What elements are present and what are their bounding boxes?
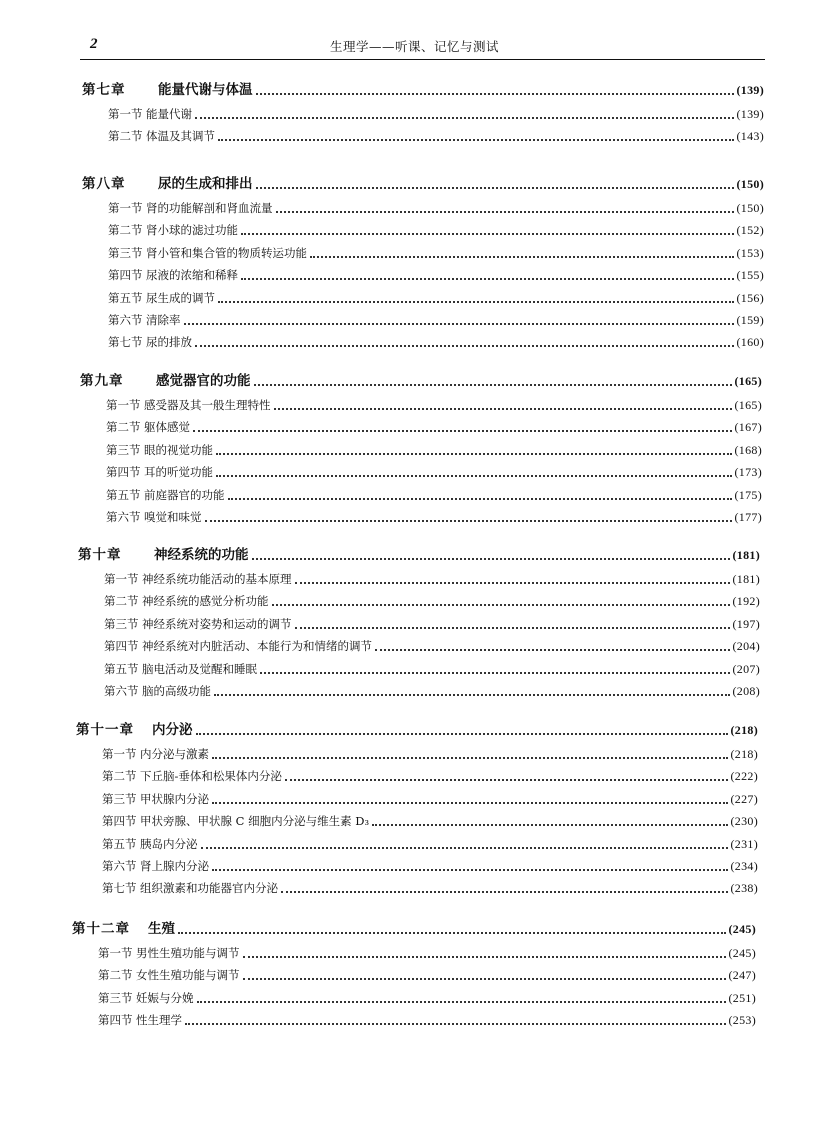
dot-leader [197,985,726,1003]
section-title: 下丘脑-垂体和松果体内分泌 [140,769,282,784]
toc-section-entry[interactable] [106,460,762,480]
toc-section-entry[interactable] [102,854,758,874]
section-title: 神经系统对姿势和运动的调节 [142,616,292,631]
section-page-number: (247) [728,968,756,983]
chapter-page-number: (245) [728,922,756,936]
section-page-number: (175) [734,487,762,502]
chapter-number: 第八章 [82,176,126,192]
chapter-number: 第七章 [82,82,126,98]
chapter-number: 第十二章 [72,921,130,937]
section-number: 第三节 [98,990,133,1005]
toc-section-entry[interactable] [108,196,764,216]
section-page-number: (222) [730,769,758,784]
section-page-number: (192) [732,594,760,609]
dot-leader [193,414,732,432]
dot-leader [185,1007,726,1025]
dot-leader [178,916,726,934]
toc-section-entry[interactable] [98,1008,756,1028]
toc-section-entry[interactable] [108,124,764,144]
toc-section-entry[interactable] [108,286,764,306]
toc-section-entry[interactable] [104,567,760,587]
toc-section-entry[interactable] [104,679,760,699]
section-page-number: (173) [734,465,762,480]
section-title: 嗅觉和味觉 [144,510,202,524]
section-page-number: (197) [732,616,760,631]
section-title: 胰岛内分泌 [140,836,198,851]
section-number: 第二节 [98,968,133,983]
section-number: 第五节 [104,661,139,676]
chapter-title: 神经系统的功能 [154,547,249,563]
toc-section-entry[interactable] [98,986,756,1006]
toc-section-entry[interactable] [108,218,764,238]
section-number: 第一节 [98,946,133,960]
section-page-number: (143) [736,129,764,144]
toc-chapter-entry[interactable] [78,543,760,563]
dot-leader [205,504,732,522]
section-number: 第二节 [108,223,143,238]
section-page-number: (218) [730,747,758,761]
dot-leader [243,940,726,958]
section-page-number: (150) [736,201,764,215]
chapter-number: 第十一章 [76,722,134,738]
chapter-number: 第十章 [78,547,122,563]
section-page-number: (177) [734,510,762,524]
section-number: 第二节 [104,594,139,609]
section-title: 甲状腺内分泌 [140,791,209,806]
section-page-number: (156) [736,290,764,305]
dot-leader [212,853,728,871]
dot-leader [272,588,730,606]
section-number: 第二节 [102,769,137,784]
section-title: 躯体感觉 [144,420,190,435]
section-title: 神经系统对内脏活动、本能行为和情绪的调节 [142,639,372,654]
dot-leader [216,459,732,477]
section-page-number: (208) [732,684,760,698]
toc-section-entry[interactable] [106,393,762,413]
section-number: 第五节 [102,836,137,851]
section-page-number: (234) [730,859,758,873]
section-number: 第四节 [108,268,143,283]
section-page-number: (245) [728,946,756,960]
section-title: 脑电活动及觉醒和睡眠 [142,661,257,676]
section-number: 第七节 [108,335,143,350]
section-number: 第一节 [106,398,141,412]
section-page-number: (207) [732,661,760,676]
toc-section-entry[interactable] [108,241,764,261]
section-number: 第六节 [106,510,141,524]
section-title: 感受器及其一般生理特性 [144,398,271,412]
section-page-number: (152) [736,223,764,238]
section-page-number: (231) [730,836,758,851]
toc-chapter-entry[interactable] [80,369,762,389]
section-page-number: (181) [732,572,760,586]
section-number: 第三节 [104,616,139,631]
section-title: 女性生殖功能与调节 [136,968,240,983]
dot-leader [252,542,730,560]
chapter-title: 生殖 [148,921,175,937]
chapter-page-number: (150) [736,177,764,191]
toc-section-entry[interactable] [102,876,758,896]
section-title: 肾小管和集合管的物质转运功能 [146,245,307,260]
section-page-number: (230) [730,814,758,829]
toc-section-entry[interactable] [102,742,758,762]
toc-section-entry[interactable] [102,832,758,852]
dot-leader [241,262,734,280]
dot-leader [256,77,734,95]
section-page-number: (251) [728,990,756,1005]
toc-section-entry[interactable] [102,787,758,807]
toc-section-entry[interactable] [104,612,760,632]
dot-leader [375,633,730,651]
section-page-number: (159) [736,313,764,327]
page-number: 2 [90,36,98,52]
toc-chapter-entry[interactable] [76,718,758,738]
section-title: 神经系统功能活动的基本原理 [142,572,292,586]
toc-section-entry[interactable] [104,657,760,677]
dot-leader [295,566,730,584]
toc-section-entry[interactable] [104,634,760,654]
chapter-page-number: (139) [736,83,764,97]
toc-section-entry[interactable] [108,102,764,122]
dot-leader [281,875,728,893]
chapter-title: 感觉器官的功能 [156,373,251,389]
section-number: 第六节 [108,313,143,327]
section-page-number: (227) [730,791,758,806]
dot-leader [254,368,732,386]
section-title: 耳的听觉功能 [144,465,213,480]
dot-leader [212,741,728,759]
section-number: 第五节 [106,487,141,502]
section-page-number: (168) [734,442,762,457]
section-number: 第一节 [102,747,137,761]
section-title: 性生理学 [136,1013,182,1028]
chapter-page-number: (181) [732,548,760,562]
dot-leader [274,392,732,410]
section-number: 第二节 [106,420,141,435]
dot-leader [243,962,726,980]
section-page-number: (253) [728,1013,756,1028]
dot-leader [195,329,734,347]
section-page-number: (204) [732,639,760,654]
section-title: 清除率 [146,313,181,327]
dot-leader [218,123,734,141]
toc-chapter-entry[interactable] [82,78,764,98]
chapter-page-number: (165) [734,374,762,388]
dot-leader [372,808,727,826]
section-title: 内分泌与激素 [140,747,209,761]
toc-section-entry[interactable] [106,438,762,458]
section-page-number: (165) [734,398,762,412]
toc-section-entry[interactable] [108,308,764,328]
dot-leader [276,195,734,213]
section-number: 第三节 [102,791,137,806]
section-number: 第五节 [108,290,143,305]
section-title: 尿的排放 [146,335,192,350]
dot-leader [256,171,734,189]
dot-leader [212,786,728,804]
section-page-number: (160) [736,335,764,350]
section-number: 第四节 [102,814,137,829]
section-page-number: (139) [736,107,764,121]
section-title: 前庭器官的功能 [144,487,225,502]
section-title: 尿生成的调节 [146,290,215,305]
dot-leader [201,831,728,849]
dot-leader [310,240,734,258]
section-page-number: (153) [736,245,764,260]
dot-leader [218,285,734,303]
section-number: 第七节 [102,881,137,896]
section-title: 尿液的浓缩和稀释 [146,268,238,283]
section-number: 第一节 [108,107,143,121]
section-number: 第一节 [108,201,143,215]
section-page-number: (238) [730,881,758,896]
dot-leader [295,611,730,629]
toc-chapter-entry[interactable] [72,917,756,937]
chapter-title: 能量代谢与体温 [158,82,253,98]
section-number: 第四节 [98,1013,133,1028]
toc-chapter-entry[interactable] [82,172,764,192]
running-title: 生理学——听课、记忆与测试 [330,39,500,54]
chapter-title: 尿的生成和排出 [158,176,253,192]
toc-section-entry[interactable] [108,330,764,350]
section-number: 第六节 [102,859,137,873]
section-number: 第四节 [104,639,139,654]
toc-section-entry[interactable] [104,589,760,609]
dot-leader [260,656,730,674]
dot-leader [196,717,728,735]
chapter-page-number: (218) [730,723,758,737]
section-title: 肾小球的滤过功能 [146,223,238,238]
section-title: 肾上腺内分泌 [140,859,209,873]
section-page-number: (167) [734,420,762,435]
toc-section-entry[interactable] [106,505,762,525]
section-page-number: (155) [736,268,764,283]
dot-leader [228,482,732,500]
dot-leader [241,217,734,235]
section-title: 肾的功能解剖和肾血流量 [146,201,273,215]
toc-section-entry[interactable] [98,963,756,983]
section-title: 妊娠与分娩 [136,990,194,1005]
dot-leader [214,678,730,696]
toc-section-entry[interactable] [102,809,758,829]
section-title: 神经系统的感觉分析功能 [142,594,269,609]
section-title: 体温及其调节 [146,129,215,144]
dot-leader [285,763,728,781]
section-title: 眼的视觉功能 [144,442,213,457]
section-number: 第四节 [106,465,141,480]
section-title: 组织激素和功能器官内分泌 [140,881,278,896]
section-title: 脑的高级功能 [142,684,211,698]
toc-section-entry[interactable] [108,263,764,283]
toc-section-entry[interactable] [98,941,756,961]
section-number: 第二节 [108,129,143,144]
section-number: 第三节 [106,442,141,457]
dot-leader [195,101,734,119]
dot-leader [216,437,732,455]
section-number: 第三节 [108,245,143,260]
toc-section-entry[interactable] [106,483,762,503]
section-title: 男性生殖功能与调节 [136,946,240,960]
dot-leader [184,307,734,325]
section-title: 能量代谢 [146,107,192,121]
section-title: 甲状旁腺、甲状腺 C 细胞内分泌与维生素 D₃ [140,814,370,829]
section-number: 第一节 [104,572,139,586]
toc-section-entry[interactable] [106,415,762,435]
section-number: 第六节 [104,684,139,698]
chapter-number: 第九章 [80,373,124,389]
toc-section-entry[interactable] [102,764,758,784]
chapter-title: 内分泌 [152,722,193,738]
